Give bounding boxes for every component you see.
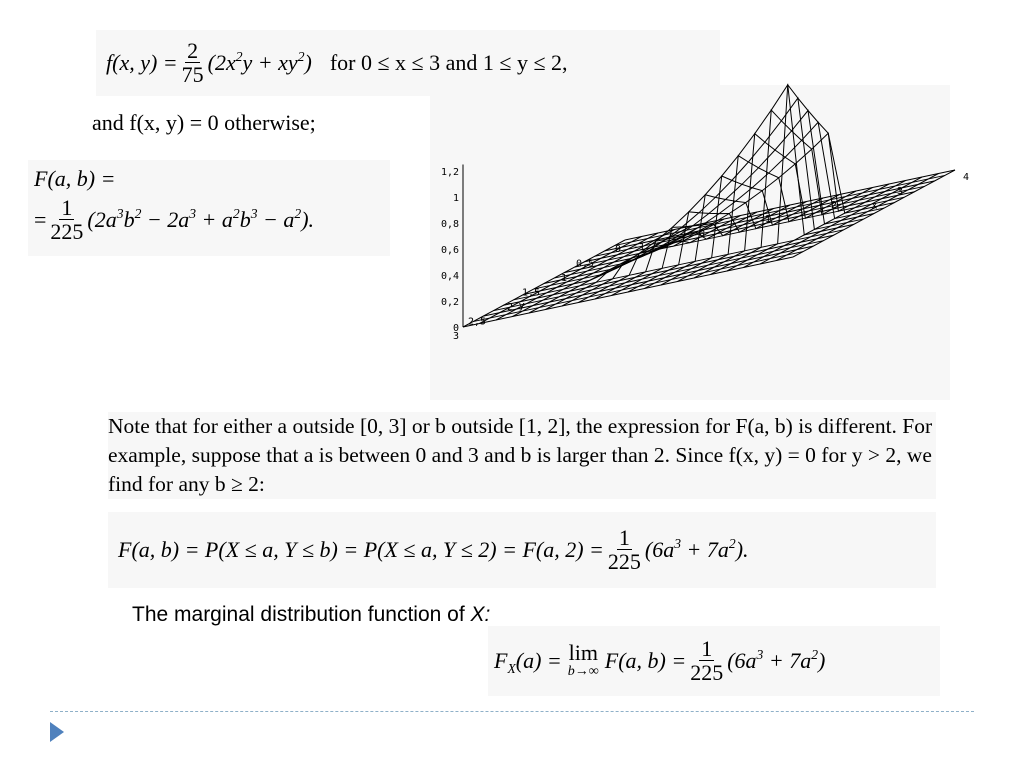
chain-fraction: $\frac{1}{225}$ xyxy=(607,524,641,574)
slide-bullet-icon xyxy=(50,722,64,742)
x-tick-label: 2 xyxy=(831,200,838,211)
x-tick-label: 4 xyxy=(963,172,970,183)
x-tick-label: 3 xyxy=(897,186,904,197)
cdf-eq: = xyxy=(34,207,47,233)
x-tick-label: 0 xyxy=(699,228,706,239)
marginal-formula xyxy=(488,626,940,696)
marginal-var: X: xyxy=(470,603,491,626)
x-tick-label: 1 xyxy=(765,214,772,225)
chain-text: F(a, b) = P(X ≤ a, Y ≤ b) = P(X ≤ a, Y ≤ 2) = F(a, 2) = xyxy=(118,537,604,562)
y-tick-label: 2,5 xyxy=(467,316,486,328)
marginal-fraction: $\frac{1}{225}$ xyxy=(690,635,724,685)
marginal-caption: The marginal distribution function of X: xyxy=(132,603,491,626)
z-tick-label: 0,4 xyxy=(440,271,459,282)
y-tick-label: 0 xyxy=(614,244,621,255)
density-body: $(2x^2y + xy^2)$ xyxy=(207,49,312,75)
z-tick-label: 0,2 xyxy=(440,297,459,308)
marginal-mid: F(a, b) = xyxy=(604,648,687,673)
x-tick-label: -1 xyxy=(633,242,646,253)
marginal-lhs: $F_X(a)$ = xyxy=(494,648,562,676)
note-paragraph: Note that for either a outside [0, 3] or b outside [1, 2], the expression for F(a, b) is different. For example, suppose that a is between 0 and 3 and b is larger than 2. Since f(x, y) = 0 for y > 2, we find for any b ≥ 2: xyxy=(108,412,936,499)
cdf-line1: F(a, b) = xyxy=(34,166,116,191)
z-tick-label: 0,8 xyxy=(440,219,459,230)
y-tick-label: 2 xyxy=(506,302,513,313)
cdf-formula xyxy=(28,160,390,256)
density-condition: for 0 ≤ x ≤ 3 and 1 ≤ y ≤ 2, xyxy=(329,50,568,75)
y-tick-label: 1,5 xyxy=(521,287,540,299)
z-tick-label: 1,2 xyxy=(440,167,459,178)
z-tick-label: 0 xyxy=(452,323,459,334)
limit-operator: lim b→∞ xyxy=(567,640,599,680)
z-tick-label: 0,6 xyxy=(440,245,459,256)
density-frac-num: 2 xyxy=(187,37,199,63)
cdf-fraction: $\frac{1}{225}$ xyxy=(50,195,84,245)
chain-equation xyxy=(108,512,936,588)
cdf-body: $(2a^3b^2 - 2a^3 + a^2b^3 - a^2)$. xyxy=(87,206,315,233)
y-tick-label: 3 xyxy=(452,331,459,342)
footer-divider xyxy=(50,711,974,712)
cdf-line2 xyxy=(34,196,314,244)
otherwise-text: and f(x, y) = 0 otherwise; xyxy=(92,110,316,135)
surface-plot xyxy=(430,85,970,400)
y-axis-label: y xyxy=(518,300,525,312)
z-tick-label: 1 xyxy=(452,193,459,204)
chain-body: $(6a^3 + 7a^2)$. xyxy=(644,536,749,562)
y-tick-label: 1 xyxy=(560,273,567,284)
density-lhs: f(x, y) = xyxy=(106,50,178,75)
marginal-body: $(6a^3 + 7a^2)$ xyxy=(727,647,826,673)
x-axis-label: x xyxy=(871,200,878,212)
y-tick-label: 0,5 xyxy=(575,258,594,270)
density-frac-den: 75 xyxy=(181,61,204,87)
density-fraction xyxy=(180,39,206,87)
